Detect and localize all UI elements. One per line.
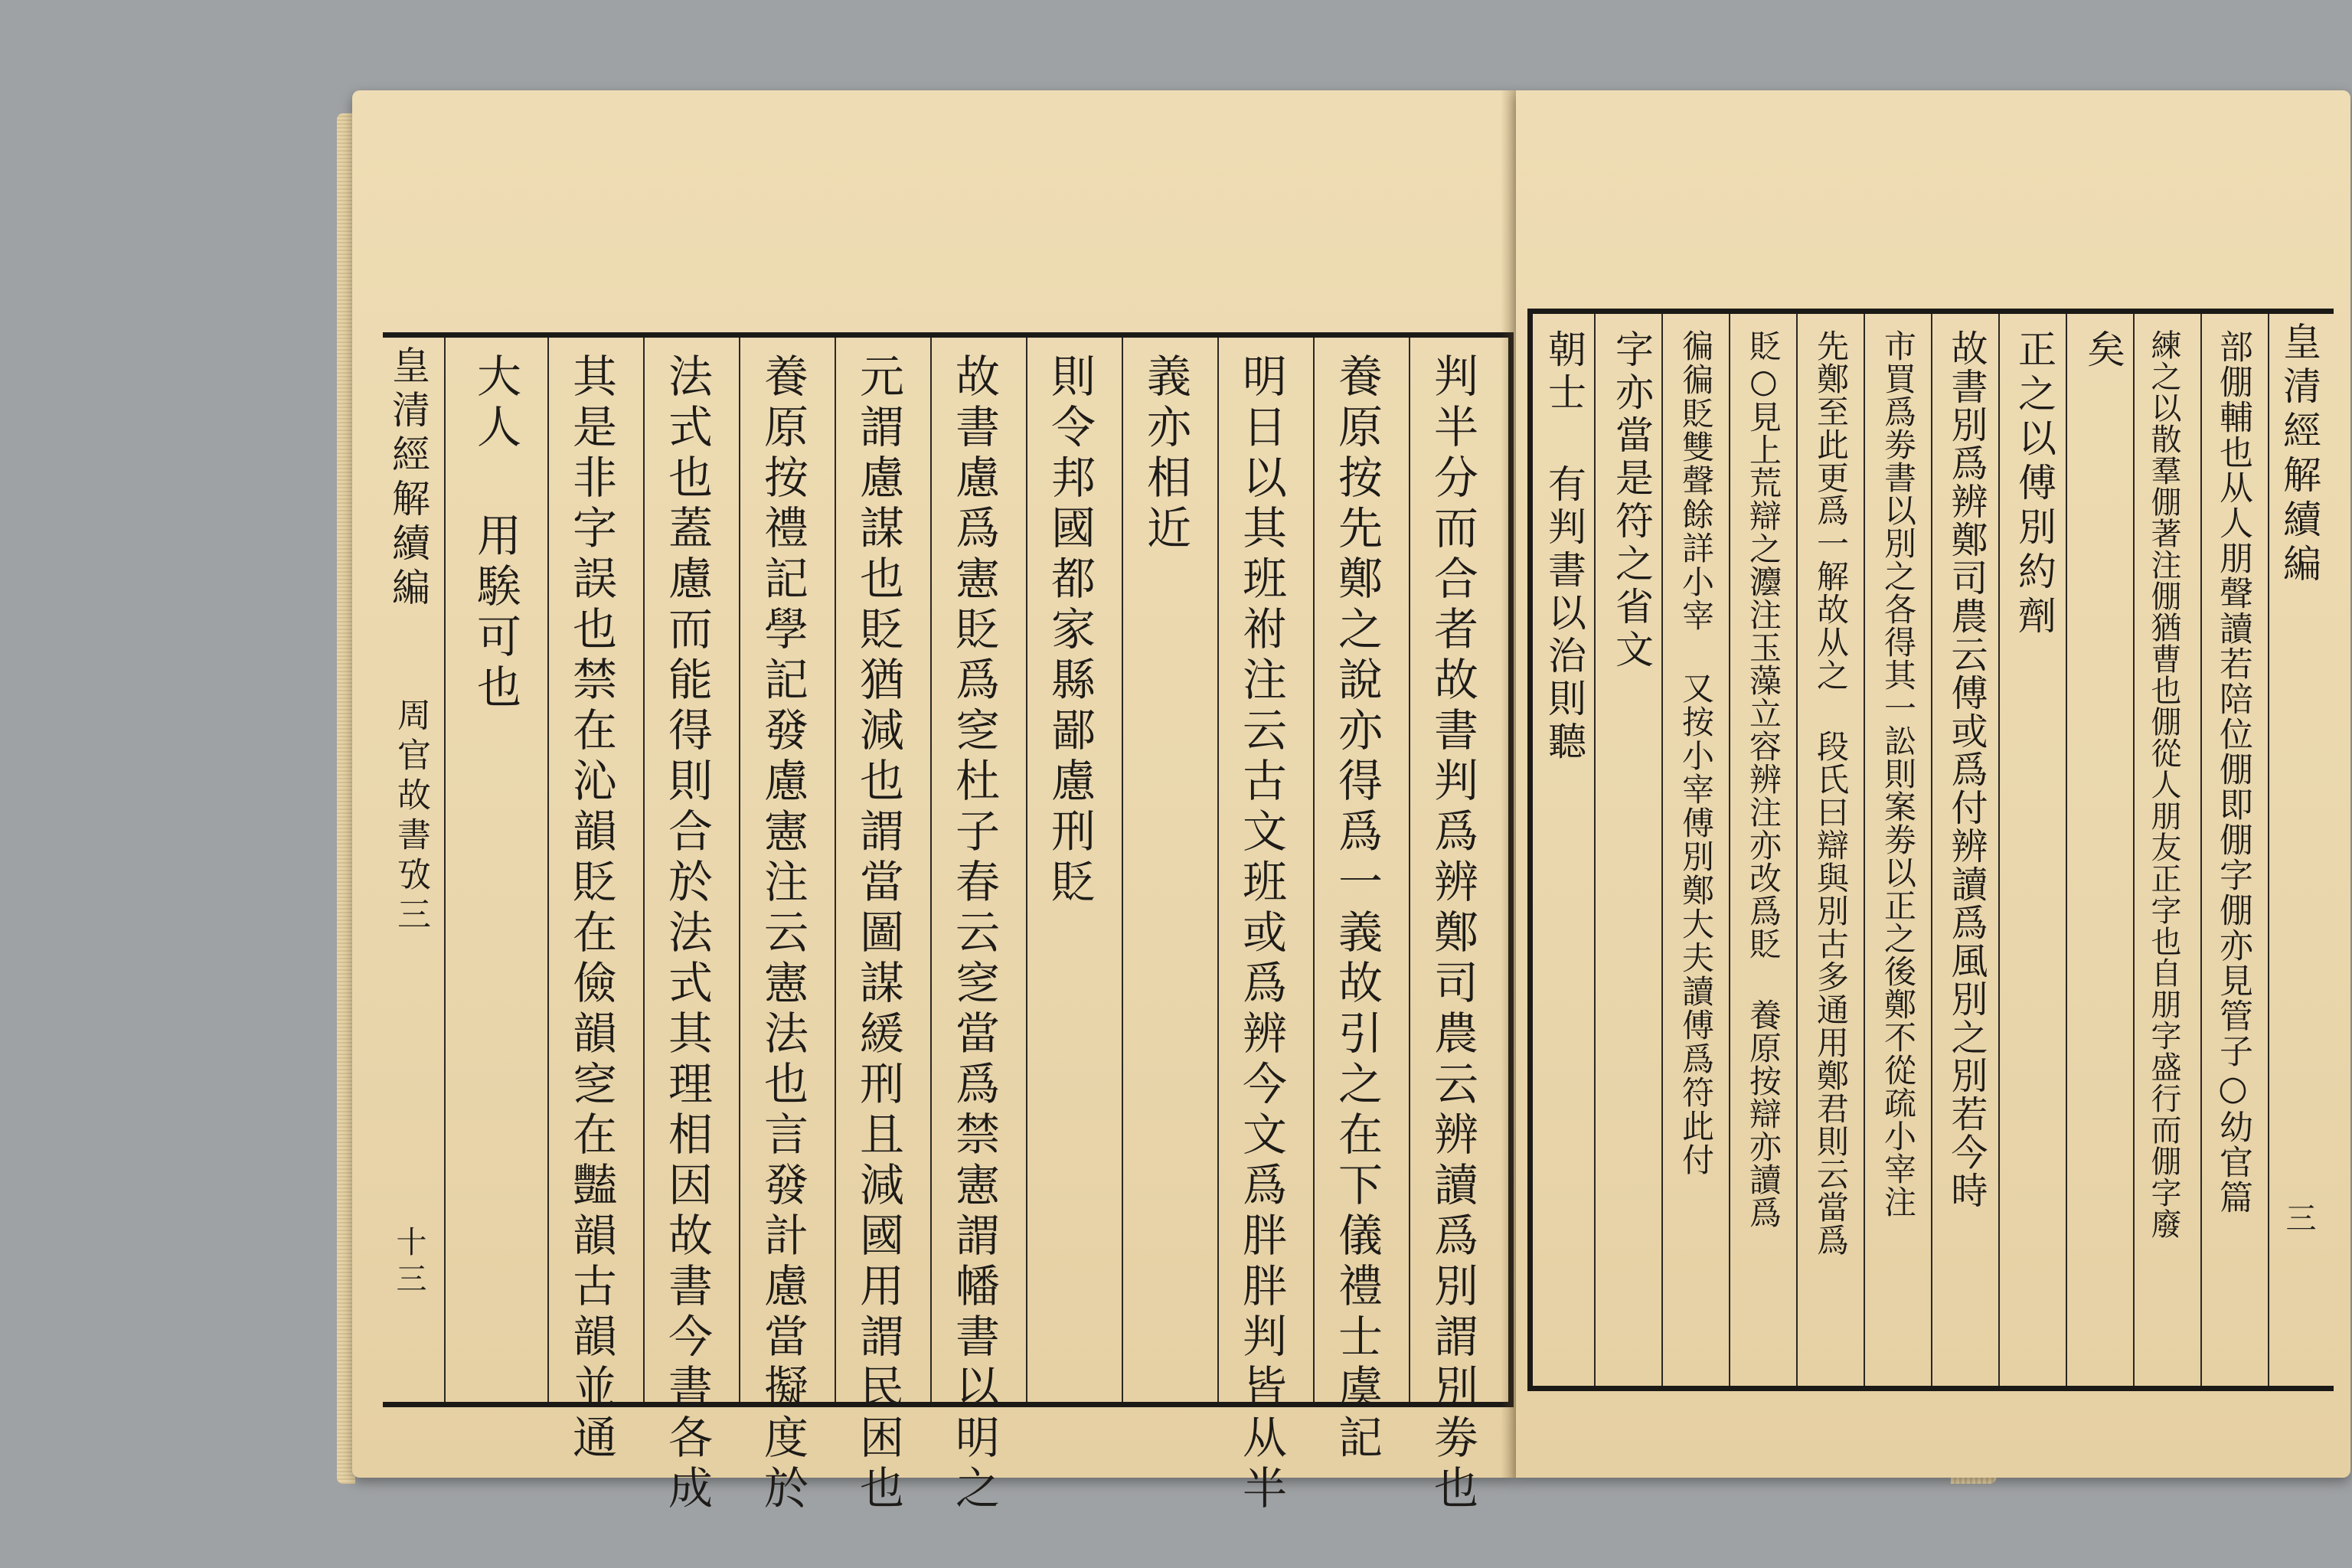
text-column: 字亦當是符之省文 (1609, 329, 1654, 672)
column-rule (1998, 314, 2000, 1386)
text-column: 明日以其班祔注云古文班或爲辨今文爲胖胖判皆从半 (1235, 353, 1287, 1515)
left-margin-title: 皇清經解續編 (386, 345, 430, 612)
column-rule (1661, 314, 1663, 1386)
column-rule (930, 338, 932, 1402)
left-margin-divider (444, 338, 446, 1402)
text-column: 養原按禮記學記發慮憲注云憲法也言發計慮當擬度於 (756, 353, 808, 1515)
text-column: 貶○見上荒辯之灋注玉藻立容辨注亦改爲貶 養原按辯亦讀爲 (1745, 329, 1782, 1229)
column-rule (1864, 314, 1865, 1386)
column-rule (547, 338, 549, 1402)
column-rule (2200, 314, 2202, 1386)
column-rule (2133, 314, 2135, 1386)
right-page (1516, 90, 2350, 1478)
text-column: 其是非字誤也禁在沁韻貶在儉韻窆在豔韻古韻並通 (565, 353, 617, 1465)
text-column: 矣 (2081, 329, 2125, 374)
column-rule (1313, 338, 1315, 1402)
column-rule (739, 338, 740, 1402)
text-column: 判半分而合者故書判爲辨鄭司農云辨讀爲別謂別劵也 (1426, 353, 1478, 1515)
column-rule (643, 338, 645, 1402)
right-page-frame (1527, 309, 2334, 1391)
column-rule (1026, 338, 1027, 1402)
right-margin-title: 皇清經解續編 (2277, 322, 2321, 588)
column-rule (1729, 314, 1730, 1386)
column-rule (1122, 338, 1123, 1402)
text-column: 先鄭至此更爲一解故从之 段氏曰辯與別古多通用鄭君則云當爲 (1812, 329, 1850, 1256)
column-rule (1594, 314, 1596, 1386)
text-column: 練之以散羣倗著注倗猶曹也倗從人朋友正字也自朋字盛行而倗字廢 (2146, 329, 2181, 1240)
column-rule (1796, 314, 1798, 1386)
text-column: 故書慮爲憲貶爲窆杜子春云窆當爲禁憲謂幡書以明之 (948, 353, 1000, 1515)
left-page-frame (383, 332, 1514, 1515)
column-rule (1217, 338, 1219, 1402)
open-book (337, 90, 2321, 1515)
column-rule (1409, 338, 1410, 1402)
text-column: 部倗輔也从人朋聲讀若陪位倗即倗字倗亦見管子○幼官篇 (2213, 329, 2252, 1215)
left-page-number: 十三 (391, 1226, 426, 1299)
text-column: 法式也蓋慮而能得則合於法式其理相因故書今書各成 (661, 353, 713, 1515)
column-rule (835, 338, 836, 1402)
text-column: 故書別爲辨鄭司農云傅或爲付辨讀爲風別之別若今時 (1945, 329, 1988, 1210)
text-column: 正之以傅別約劑 (2012, 329, 2056, 640)
text-column: 市買爲劵書以別之各得其一訟則案劵以正之後鄭不從疏小宰注 (1880, 329, 1917, 1218)
left-margin-chapter: 周官故書攷三 (391, 697, 430, 936)
text-column: 徧徧貶雙聲餘詳小宰 又按小宰傅別鄭大夫讀傅爲符此付 (1677, 329, 1715, 1177)
text-column: 元謂慮謀也貶猶減也謂當圖謀緩刑且減國用謂民困也 (852, 353, 904, 1515)
text-column: 大人 用騃可也 (469, 353, 521, 714)
right-margin-divider (2268, 314, 2269, 1386)
text-column: 則令邦國都家縣鄙慮刑貶 (1044, 353, 1096, 909)
text-column: 朝士 有判書以治則聽 (1542, 329, 1586, 764)
column-rule (1931, 314, 1932, 1386)
text-column: 義亦相近 (1139, 353, 1191, 555)
left-page (352, 90, 1516, 1515)
right-page-number: 三 (2281, 1202, 2316, 1239)
text-column: 養原按先鄭之說亦得爲一義故引之在下儀禮士虞記 (1331, 353, 1383, 1465)
column-rule (2066, 314, 2067, 1386)
